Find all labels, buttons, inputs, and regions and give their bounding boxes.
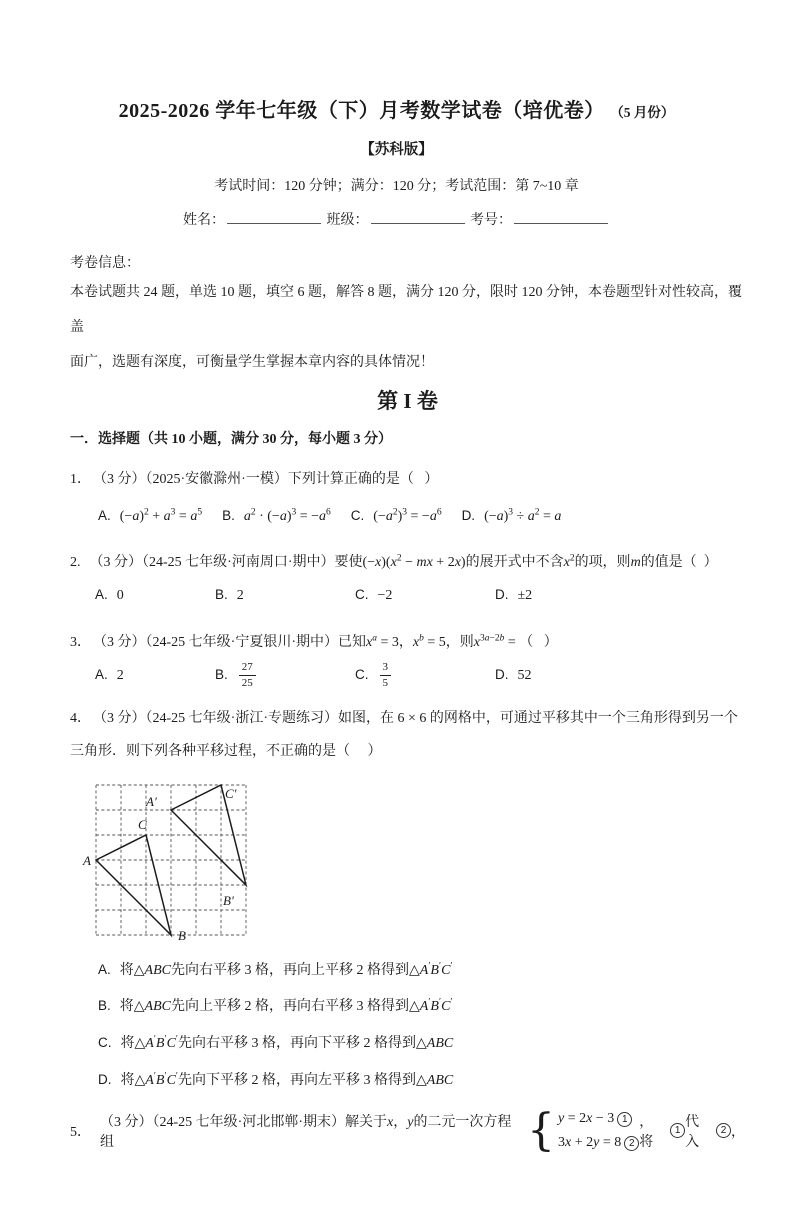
q2-option-c-letter: C. [355, 587, 369, 603]
q3-option-a-text: 2 [116, 667, 124, 683]
q4-option-a-letter: A. [98, 961, 111, 977]
question-2-options [95, 580, 745, 611]
grid-lines [96, 785, 246, 935]
question-1-stem [70, 463, 745, 496]
q1-option-d-text: $(-a)^3 \div a^2 = a$ [484, 507, 562, 524]
question-1 [70, 463, 745, 532]
class-blank [371, 209, 465, 224]
q3-option-b-letter: B. [215, 666, 228, 682]
q2-option-a-text: 0 [116, 588, 124, 604]
question-1-options [98, 497, 745, 532]
question-5 [70, 1104, 745, 1156]
question-5-number: 5． [70, 1124, 91, 1140]
q4-option-d-letter: D. [98, 1071, 112, 1087]
page-title-main: 2025-2026 学年七年级（下）月考数学试卷（培优卷） [118, 100, 605, 122]
label-c-prime: C′ [225, 785, 237, 801]
q3-option-c [355, 660, 495, 691]
edition-label: 【苏科版】 [360, 142, 433, 158]
q4-option-d-text: 将△A′B′C′先向下平移 2 格，再向左平移 3 格得到△ABC [120, 1070, 454, 1088]
q1-option-d-letter: D. [461, 507, 476, 523]
q4-option-c-text: 将△A′B′C′先向右平移 3 格，再向下平移 2 格得到△ABC [120, 1034, 454, 1051]
class-label: 班级： [326, 213, 369, 228]
circled-2-ref-icon: 2 [716, 1123, 731, 1138]
question-4 [70, 702, 745, 1092]
question-1-number: 1． [70, 472, 91, 487]
question-3-options [95, 660, 745, 691]
question-1-text: （3 分）（2025·安徽滁州·一模）下列计算正确的是（ ） [100, 472, 439, 487]
q3-option-a [95, 660, 215, 691]
q1-option-b-letter: B. [222, 507, 235, 523]
question-4-text: （3 分）（24-25 七年级·浙江·专题练习）如图，在 6 × 6 的网格中，可通过平移其中一个三角形得到另一个三角形．则下列各种平移过程，不正确的是（ ） [70, 710, 738, 759]
circled-1-icon: 1 [617, 1112, 632, 1127]
name-blank [227, 209, 321, 224]
question-3-number: 3． [70, 634, 91, 650]
page-title-suffix: （5 月份） [610, 105, 675, 120]
circled-2-icon: 2 [624, 1136, 639, 1151]
system-line-1-eq: y = 2x − 3 [558, 1111, 615, 1127]
question-4-stem [70, 702, 745, 768]
q2-option-a-letter: A. [95, 587, 108, 603]
q2-option-b-text: 2 [236, 588, 244, 604]
exam-meta-line: 考试时间：120 分钟；满分：120 分；考试范围：第 7~10 章 [214, 179, 579, 194]
q4-option-a-text: 将△ABC先向右平移 3 格，再向上平移 2 格得到△A′B′C′ [119, 960, 453, 978]
q4-option-b [98, 992, 745, 1019]
exam-no-blank [514, 209, 608, 224]
label-a: A [83, 852, 91, 868]
q4-option-c-letter: C. [98, 1034, 112, 1050]
q1-option-d [462, 497, 562, 532]
label-b: B [178, 927, 186, 943]
part1-heading: 第 I 卷 [377, 389, 438, 413]
info-text-line1: 本卷试题共 24 题，单选 10 题，填空 6 题，解答 8 题，满分 120 分，限时 120 分钟，本卷题型针对性较高，覆盖 [70, 285, 742, 335]
equation-system [527, 1104, 639, 1156]
q1-option-c-text: $(-a^2)^3 = -a^6$ [373, 507, 442, 524]
q2-option-b [215, 580, 355, 611]
q4-option-c [98, 1028, 745, 1055]
q2-option-d-text: ±2 [517, 588, 533, 604]
question-3 [70, 622, 745, 691]
info-heading: 考卷信息： [70, 256, 140, 271]
q1-option-a [98, 497, 202, 532]
question-5-suffix-mid: 代入 [685, 1114, 700, 1150]
q3-option-a-letter: A. [95, 666, 108, 682]
q4-option-a [98, 955, 745, 982]
q3-option-b [215, 660, 355, 691]
student-info-line [0, 209, 793, 229]
section1-heading: 一．选择题（共 10 小题，满分 30 分，每小题 3 分） [70, 432, 392, 447]
question-5-suffix-pre: ，将 [639, 1114, 654, 1150]
circled-1-ref-icon: 1 [670, 1123, 685, 1138]
question-2 [70, 543, 745, 612]
question-4-number: 4． [70, 710, 91, 726]
q2-option-a [95, 580, 215, 611]
exam-no-label: 考号： [470, 213, 512, 228]
q4-option-d [98, 1065, 745, 1092]
q4-option-b-letter: B. [98, 998, 111, 1014]
paper-body [0, 253, 793, 1154]
q3-option-d [495, 660, 745, 691]
q3-option-c-text: $\frac{3}{5}$ [378, 668, 394, 683]
q1-option-c [351, 497, 442, 532]
q4-option-b-text: 将△ABC先向上平移 2 格，再向右平移 3 格得到△A′B′C′ [119, 997, 453, 1015]
q2-option-c-text: −2 [377, 588, 393, 604]
system-line-2 [558, 1132, 639, 1153]
system-lines [558, 1108, 639, 1153]
exam-paper-page [0, 94, 793, 1154]
q1-option-a-text: $(-a)^2 + a^3 = a^5$ [119, 507, 203, 524]
q3-option-d-text: 52 [517, 667, 532, 683]
question-2-text: （3 分）（24-25 七年级·河南周口·期中）要使$(-x)(x^2$ − mx + 2x)的展开式中不含$x^2$的项，则m的值是（ ） [89, 553, 718, 571]
question-2-number: 2. [70, 555, 81, 571]
q4-grid-figure [82, 777, 258, 945]
q1-option-a-letter: A. [98, 507, 111, 523]
system-brace: { [527, 1104, 556, 1156]
q1-option-b-text: $a^2 \cdot (-a)^3 = -a^6$ [243, 507, 331, 524]
system-line-2-eq: 3x + 2y = 8 [558, 1135, 622, 1151]
label-c: C [138, 816, 147, 832]
system-line-1 [558, 1108, 639, 1129]
q3-option-c-letter: C. [355, 666, 369, 682]
question-3-stem [70, 622, 745, 659]
q1-option-c-letter: C. [350, 507, 365, 523]
question-5-text: （3 分）（24-25 七年级·河北邯郸·期末）解关于x，y的二元一次方程组 [100, 1114, 512, 1150]
page-title [0, 94, 793, 123]
name-label: 姓名： [183, 213, 225, 228]
q1-option-b [222, 497, 331, 532]
q2-option-d [495, 580, 745, 611]
label-a-prime: A′ [146, 793, 157, 809]
question-3-text: （3 分）（24-25 七年级·宁夏银川·期中）已知$x^a = 3$，$x^b = 5$，则$x^{3a-2b}$ = （ ） [100, 633, 558, 650]
info-text-line2: 面广，选题有深度，可衡量学生掌握本章内容的具体情况！ [70, 355, 434, 370]
q2-option-d-letter: D. [495, 587, 509, 603]
q2-option-b-letter: B. [215, 587, 228, 603]
question-5-suffix-post: ， [730, 1124, 745, 1140]
question-2-stem [70, 543, 745, 580]
q2-option-c [355, 580, 495, 611]
q3-option-b-text: $\frac{27}{25}$ [237, 668, 258, 683]
label-b-prime: B′ [223, 892, 234, 908]
q3-option-d-letter: D. [495, 666, 509, 682]
